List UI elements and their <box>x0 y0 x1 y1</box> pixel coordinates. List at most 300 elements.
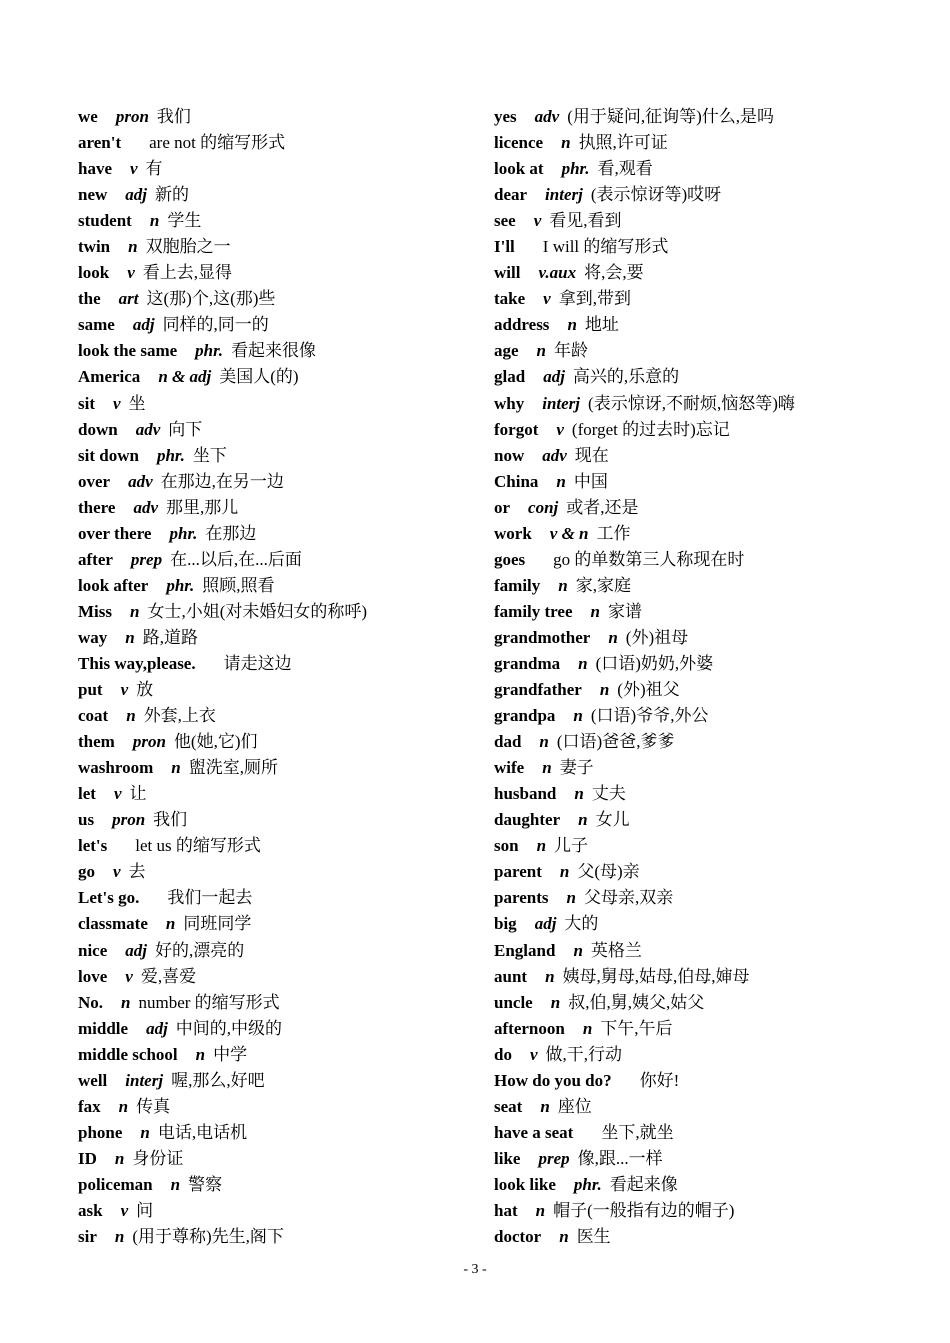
part-of-speech: v <box>127 263 135 283</box>
vocab-entry <box>78 338 478 364</box>
vocab-word: look at <box>494 159 544 179</box>
vocab-meaning: 中学 <box>213 1044 248 1064</box>
vocab-meaning: 放 <box>136 680 154 700</box>
part-of-speech: n <box>140 1122 150 1142</box>
vocab-meaning: 叔,伯,舅,姨父,姑父 <box>568 992 705 1012</box>
vocab-word: dad <box>494 732 522 752</box>
vocab-word: coat <box>78 706 109 726</box>
vocab-word: This way,please. <box>78 653 196 673</box>
vocab-entry <box>78 911 478 937</box>
vocab-meaning: 下午,午后 <box>600 1018 673 1038</box>
vocab-meaning: 让 <box>129 784 147 804</box>
vocab-entry <box>78 807 478 833</box>
vocab-entry <box>78 1224 478 1250</box>
vocab-entry <box>78 443 478 469</box>
vocab-word: the <box>78 289 101 309</box>
part-of-speech: v <box>529 1044 538 1064</box>
vocab-entry <box>78 208 478 234</box>
vocab-entry <box>78 703 478 729</box>
vocab-entry <box>494 833 934 859</box>
vocab-word: grandma <box>494 653 561 673</box>
vocab-meaning: 地址 <box>584 315 619 335</box>
vocab-entry <box>494 1042 934 1068</box>
vocab-meaning: 座位 <box>557 1096 592 1116</box>
vocab-word: family <box>494 575 541 595</box>
vocab-word: yes <box>494 107 517 126</box>
vocab-word: let <box>78 784 96 804</box>
vocab-meaning: 工作 <box>596 523 631 543</box>
vocab-meaning: (表示惊讶等)哎呀 <box>590 185 722 205</box>
vocab-meaning: 父(母)亲 <box>577 862 640 882</box>
vocab-meaning: 盥洗室,厕所 <box>188 758 278 778</box>
vocab-entry <box>494 364 934 390</box>
part-of-speech: n <box>165 914 176 934</box>
vocab-meaning: 身份证 <box>132 1148 184 1168</box>
vocab-meaning: 高兴的,乐意的 <box>572 367 680 387</box>
page-number: - 3 - <box>463 1262 487 1277</box>
vocab-meaning: 同样的,同一的 <box>162 315 269 335</box>
vocab-word: look after <box>78 575 149 595</box>
vocab-meaning: 电话,电话机 <box>157 1122 248 1142</box>
part-of-speech: v <box>130 159 138 179</box>
vocab-word: daughter <box>494 810 561 830</box>
vocab-entry <box>78 286 478 312</box>
vocab-entry <box>494 677 934 703</box>
vocab-meaning: (forget 的过去时)忘记 <box>571 419 730 439</box>
vocab-word: Miss <box>78 601 112 621</box>
vocab-word: sit down <box>78 445 139 465</box>
part-of-speech: n <box>566 888 576 908</box>
vocab-meaning: 问 <box>136 1200 154 1220</box>
part-of-speech: adj <box>534 914 557 934</box>
vocab-meaning: 儿子 <box>554 836 589 856</box>
vocab-word: fax <box>78 1096 101 1116</box>
vocab-meaning: (口语)奶奶,外婆 <box>595 653 714 673</box>
vocab-meaning: 家,家庭 <box>575 575 631 595</box>
vocab-word: middle <box>78 1018 129 1038</box>
vocab-meaning: 照顾,照看 <box>202 575 275 595</box>
vocab-word: new <box>78 185 108 205</box>
vocab-entry <box>494 443 934 469</box>
vocab-entry <box>494 156 934 182</box>
part-of-speech: n <box>567 315 577 335</box>
vocab-word: China <box>494 471 539 491</box>
vocab-entry <box>78 859 478 885</box>
vocab-meaning: 拿到,带到 <box>558 289 631 309</box>
vocab-meaning: (口语)爸爸,爹爹 <box>556 732 675 752</box>
vocab-word: I'll <box>494 237 515 257</box>
vocab-word: aren't <box>78 133 122 153</box>
vocab-entry <box>494 781 934 807</box>
vocab-word: husband <box>494 784 557 804</box>
vocab-entry <box>78 1198 478 1224</box>
vocab-meaning: 好的,漂亮的 <box>155 940 245 960</box>
vocab-word: doctor <box>494 1227 542 1247</box>
vocab-word: glad <box>494 367 526 387</box>
vocab-word: aunt <box>494 966 528 986</box>
vocab-word: look <box>78 263 110 283</box>
vocab-entry <box>78 938 478 964</box>
vocab-word: phone <box>78 1122 123 1142</box>
vocab-word: down <box>78 419 118 439</box>
vocab-meaning: 在那边 <box>205 523 257 543</box>
vocab-entry <box>494 417 934 443</box>
vocab-entry <box>78 364 478 390</box>
part-of-speech: adv <box>133 497 158 517</box>
vocab-meaning: 我们 <box>156 107 191 126</box>
vocab-entry <box>78 312 478 338</box>
part-of-speech: n <box>559 862 570 882</box>
vocab-meaning: (外)祖母 <box>625 627 689 647</box>
vocab-entry <box>494 625 934 651</box>
vocab-column-left <box>78 104 478 1250</box>
vocab-meaning: 看见,看到 <box>549 211 622 231</box>
vocab-word: dear <box>494 185 528 205</box>
part-of-speech: adj <box>146 1018 168 1038</box>
part-of-speech: interj <box>545 185 583 205</box>
vocab-entry <box>78 1016 478 1042</box>
part-of-speech: v <box>113 862 121 882</box>
vocab-word: way <box>78 627 108 647</box>
vocab-entry <box>78 417 478 443</box>
part-of-speech: pron <box>132 732 166 752</box>
vocab-word: sir <box>78 1227 97 1247</box>
vocab-meaning: 姨母,舅母,姑母,伯母,婶母 <box>562 966 750 986</box>
vocab-entry <box>78 182 478 208</box>
part-of-speech: adj <box>543 367 565 387</box>
vocab-word: work <box>494 523 532 543</box>
vocab-meaning: 坐下,就坐 <box>601 1122 674 1142</box>
part-of-speech: n <box>558 575 568 595</box>
vocab-meaning: 女士,小姐(对未婚妇女的称呼) <box>147 601 368 621</box>
vocab-entry <box>494 469 934 495</box>
vocab-entry <box>78 625 478 651</box>
vocab-meaning: 在那边,在另一边 <box>160 471 284 491</box>
part-of-speech: n <box>535 1200 546 1220</box>
part-of-speech: pron <box>112 810 146 830</box>
part-of-speech: n <box>171 758 181 778</box>
part-of-speech: n <box>130 601 140 621</box>
vocab-meaning: 请走这边 <box>223 653 292 673</box>
vocab-meaning: 向下 <box>168 419 203 439</box>
vocab-word: there <box>78 497 116 517</box>
vocab-entry <box>78 495 478 521</box>
vocab-entry <box>494 964 934 990</box>
part-of-speech: n <box>195 1044 206 1064</box>
vocab-entry <box>78 156 478 182</box>
part-of-speech: adj <box>125 940 148 960</box>
vocab-word: America <box>78 367 141 387</box>
part-of-speech: n <box>540 1096 550 1116</box>
part-of-speech: v <box>113 393 121 413</box>
part-of-speech: n <box>539 732 549 752</box>
vocab-entry <box>494 703 934 729</box>
part-of-speech: n <box>582 1018 593 1038</box>
vocab-entry <box>494 521 934 547</box>
part-of-speech: prep <box>130 549 163 569</box>
vocab-word: No. <box>78 992 104 1012</box>
vocab-meaning: 有 <box>145 159 163 179</box>
vocab-entry <box>494 286 934 312</box>
vocab-word: parents <box>494 888 549 908</box>
vocab-entry <box>78 755 478 781</box>
vocab-entry <box>494 1198 934 1224</box>
vocab-meaning: 像,跟...一样 <box>577 1148 663 1168</box>
vocab-entry <box>78 104 478 130</box>
vocab-word: sit <box>78 393 95 413</box>
part-of-speech: adv <box>128 471 153 491</box>
vocab-entry <box>78 1068 478 1094</box>
part-of-speech: n <box>542 758 552 778</box>
vocab-entry <box>494 1094 934 1120</box>
vocab-word: same <box>78 315 115 335</box>
vocab-word: ID <box>78 1148 97 1168</box>
vocab-entry <box>78 781 478 807</box>
vocab-meaning: 中国 <box>573 471 608 491</box>
part-of-speech: v <box>113 784 122 804</box>
vocab-entry <box>78 547 478 573</box>
vocab-word: big <box>494 914 517 934</box>
part-of-speech: n <box>114 1148 125 1168</box>
part-of-speech: v <box>120 1200 129 1220</box>
part-of-speech: phr. <box>195 341 224 361</box>
vocab-word: licence <box>494 133 544 153</box>
vocab-word: ask <box>78 1200 103 1220</box>
vocab-entry <box>494 104 934 130</box>
vocab-meaning: (表示惊讶,不耐烦,恼怒等)嗨 <box>588 393 795 413</box>
vocab-entry <box>78 1146 478 1172</box>
part-of-speech: phr. <box>573 1174 602 1194</box>
vocab-meaning: 警察 <box>188 1174 223 1194</box>
vocab-entry <box>78 651 478 677</box>
vocab-word: like <box>494 1148 521 1168</box>
vocab-entry <box>494 599 934 625</box>
vocab-meaning: 在...以后,在...后面 <box>170 549 302 569</box>
vocab-entry <box>494 651 934 677</box>
vocab-meaning: 外套,上衣 <box>143 706 216 726</box>
vocab-meaning: 我们一起去 <box>167 888 253 908</box>
vocab-entry <box>494 338 934 364</box>
vocab-meaning: 爱,喜爱 <box>140 966 197 986</box>
part-of-speech: adj <box>132 315 155 335</box>
part-of-speech: n <box>128 237 138 257</box>
vocab-meaning: 将,会,要 <box>584 263 644 283</box>
part-of-speech: n <box>121 992 131 1012</box>
vocab-entry <box>78 234 478 260</box>
vocab-word: son <box>494 836 519 856</box>
vocab-meaning: 学生 <box>167 211 202 231</box>
vocab-meaning: 我们 <box>153 810 188 830</box>
vocab-word: student <box>78 211 132 231</box>
vocab-word: seat <box>494 1096 523 1116</box>
vocab-entry <box>78 1120 478 1146</box>
part-of-speech: n <box>545 966 555 986</box>
vocab-entry <box>78 130 478 156</box>
part-of-speech: phr. <box>169 523 198 543</box>
vocab-meaning: 他(她,它)们 <box>173 732 258 752</box>
vocab-word: forgot <box>494 419 539 439</box>
vocab-meaning: 执照,许可证 <box>578 133 668 153</box>
vocab-meaning: 英格兰 <box>590 940 642 960</box>
vocab-word: policeman <box>78 1174 153 1194</box>
vocab-word: after <box>78 549 113 569</box>
part-of-speech: n <box>126 706 136 726</box>
part-of-speech: n <box>536 341 547 361</box>
part-of-speech: n <box>118 1096 129 1116</box>
part-of-speech: v <box>556 419 564 439</box>
vocab-meaning: 大的 <box>564 914 599 934</box>
vocab-entry <box>78 1094 478 1120</box>
vocab-meaning: are not 的缩写形式 <box>149 133 286 153</box>
vocab-entry <box>494 234 934 260</box>
vocab-entry <box>78 1172 478 1198</box>
vocab-word: look like <box>494 1174 556 1194</box>
vocab-word: parent <box>494 862 542 882</box>
vocab-meaning: number 的缩写形式 <box>138 992 280 1012</box>
vocab-word: or <box>494 497 511 517</box>
vocab-word: do <box>494 1044 512 1064</box>
vocab-entry <box>78 521 478 547</box>
vocab-entry <box>494 208 934 234</box>
part-of-speech: n <box>573 940 583 960</box>
vocab-entry <box>494 312 934 338</box>
part-of-speech: n <box>608 627 618 647</box>
vocab-meaning: 看起来像 <box>609 1174 678 1194</box>
vocab-word: grandpa <box>494 706 556 726</box>
vocab-word: look the same <box>78 341 178 361</box>
part-of-speech: pron <box>115 107 149 126</box>
vocab-entry <box>78 391 478 417</box>
vocab-entry <box>494 1224 934 1250</box>
vocab-word: nice <box>78 940 108 960</box>
vocab-meaning: 传真 <box>136 1096 171 1116</box>
part-of-speech: v <box>543 289 551 309</box>
vocab-word: well <box>78 1070 108 1090</box>
vocab-word: grandmother <box>494 627 591 647</box>
part-of-speech: n <box>590 601 600 621</box>
vocab-entry <box>78 833 478 859</box>
part-of-speech: phr. <box>166 575 195 595</box>
vocab-word: have a seat <box>494 1122 574 1142</box>
vocab-word: goes <box>494 549 526 569</box>
part-of-speech: phr. <box>561 159 590 179</box>
vocab-entry <box>494 859 934 885</box>
vocab-word: over there <box>78 523 152 543</box>
part-of-speech: prep <box>538 1148 570 1168</box>
part-of-speech: interj <box>125 1070 164 1090</box>
vocab-meaning: 父母亲,双亲 <box>583 888 674 908</box>
vocab-meaning: 看上去,显得 <box>142 263 232 283</box>
vocab-word: How do you do? <box>494 1070 612 1090</box>
vocab-entry <box>494 1172 934 1198</box>
vocab-entry <box>78 990 478 1016</box>
vocab-meaning: 新的 <box>155 185 190 205</box>
vocab-entry <box>494 1120 934 1146</box>
vocab-word: us <box>78 810 95 830</box>
part-of-speech: adv <box>135 419 161 439</box>
part-of-speech: adv <box>542 445 567 465</box>
vocab-meaning: 看,观看 <box>597 159 653 179</box>
vocab-meaning: 这(那)个,这(那)些 <box>146 289 276 309</box>
vocab-meaning: 双胞胎之一 <box>145 237 231 257</box>
vocab-meaning: 同班同学 <box>183 914 252 934</box>
part-of-speech: v <box>125 966 133 986</box>
vocab-entry <box>494 391 934 417</box>
vocab-entry <box>494 573 934 599</box>
vocab-meaning: 或者,还是 <box>566 497 639 517</box>
part-of-speech: n <box>578 653 588 673</box>
vocab-meaning: 喔,那么,好吧 <box>171 1070 265 1090</box>
vocab-meaning: 帽子(一般指有边的帽子) <box>553 1200 735 1220</box>
vocab-word: why <box>494 393 525 413</box>
part-of-speech: v.aux <box>538 263 577 283</box>
part-of-speech: n <box>125 627 135 647</box>
vocab-entry <box>78 729 478 755</box>
vocab-word: put <box>78 680 103 700</box>
vocab-word: address <box>494 315 550 335</box>
vocab-word: family tree <box>494 601 573 621</box>
part-of-speech: phr. <box>156 445 185 465</box>
vocab-entry <box>494 729 934 755</box>
vocab-word: over <box>78 471 111 491</box>
vocab-word: will <box>494 263 521 283</box>
part-of-speech: n <box>578 810 588 830</box>
vocab-word: now <box>494 445 525 465</box>
vocab-meaning: 丈夫 <box>591 784 626 804</box>
vocab-entry <box>494 182 934 208</box>
vocab-entry <box>494 911 934 937</box>
part-of-speech: conj <box>528 497 559 517</box>
vocab-entry <box>494 885 934 911</box>
vocab-meaning: 坐 <box>128 393 146 413</box>
vocab-word: age <box>494 341 519 361</box>
vocab-meaning: 年龄 <box>554 341 589 361</box>
vocab-word: washroom <box>78 758 154 778</box>
vocab-word: take <box>494 289 526 309</box>
vocab-word: hat <box>494 1200 518 1220</box>
vocab-word: them <box>78 732 115 752</box>
vocab-entry <box>494 130 934 156</box>
part-of-speech: n <box>556 471 566 491</box>
vocab-entry <box>494 495 934 521</box>
part-of-speech: v <box>120 680 129 700</box>
vocab-meaning: 路,道路 <box>142 627 198 647</box>
vocab-entry <box>78 260 478 286</box>
vocab-word: Let's go. <box>78 888 140 908</box>
part-of-speech: art <box>118 289 139 309</box>
vocab-word: England <box>494 940 556 960</box>
vocab-entry <box>494 755 934 781</box>
vocab-meaning: 妻子 <box>559 758 594 778</box>
vocab-entry <box>78 469 478 495</box>
part-of-speech: n <box>573 706 583 726</box>
vocab-word: love <box>78 966 108 986</box>
vocab-meaning: 女儿 <box>595 810 630 830</box>
vocab-word: classmate <box>78 914 148 934</box>
vocab-word: afternoon <box>494 1018 565 1038</box>
part-of-speech: n <box>561 133 571 153</box>
vocab-word: grandfather <box>494 680 582 700</box>
vocab-word: have <box>78 159 112 179</box>
vocab-word: see <box>494 211 516 231</box>
part-of-speech: n <box>536 836 547 856</box>
vocab-entry <box>78 599 478 625</box>
vocab-entry <box>494 547 934 573</box>
vocab-entry <box>78 573 478 599</box>
vocab-entry <box>494 260 934 286</box>
part-of-speech: n <box>550 992 561 1012</box>
vocab-meaning: 你好! <box>639 1070 680 1090</box>
